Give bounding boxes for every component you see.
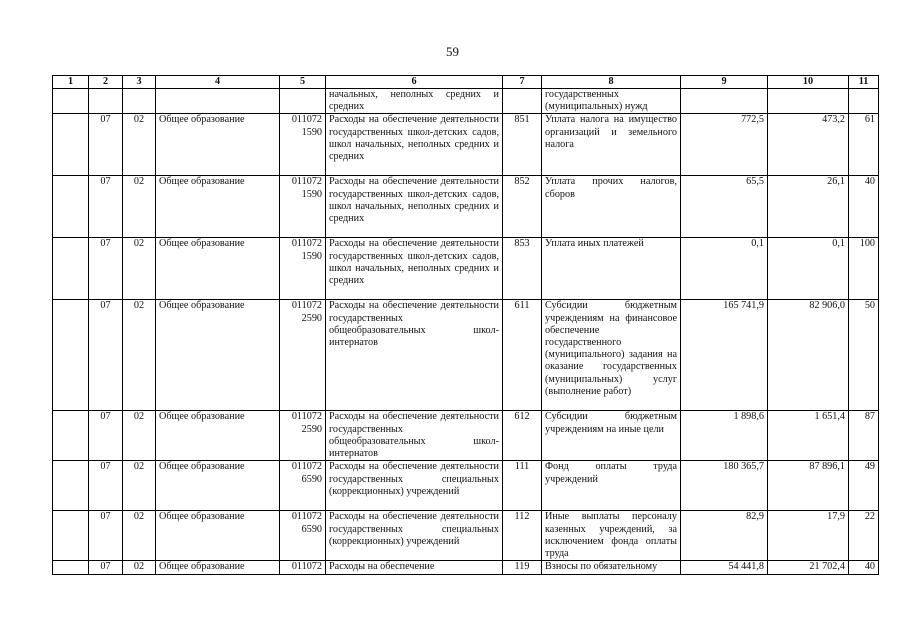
cell-description: Расходы на обеспечение деятельности государственных школ-детских садов, школ начальных, неполных средних и средних: [326, 238, 503, 300]
cell-section: 07: [89, 561, 123, 574]
cell-description: Расходы на обеспечение деятельности государственных школ-детских садов, школ начальных, неполных средних и средних: [326, 176, 503, 238]
cell-name: Общее образование: [156, 561, 280, 574]
cell-percent: 40: [849, 561, 879, 574]
table-row: [53, 461, 879, 511]
cell-name: Общее образование: [156, 461, 280, 511]
cell-section: 07: [89, 461, 123, 511]
col-header-7: 7: [503, 76, 542, 89]
cell-expense-name: Взносы по обязательному: [542, 561, 681, 574]
cell-expense-name: Уплата иных платежей: [542, 238, 681, 300]
cell-name: Общее образование: [156, 411, 280, 461]
cell-expense-type: 612: [503, 411, 542, 461]
cell-target-article: 011072: [280, 561, 326, 574]
cell-amount-fact: 0,1: [768, 238, 849, 300]
cell-amount-fact: 82 906,0: [768, 300, 849, 411]
col-header-9: 9: [681, 76, 768, 89]
cell-1: [53, 176, 89, 238]
cell-expense-type: 112: [503, 511, 542, 561]
cell-amount-fact: 1 651,4: [768, 411, 849, 461]
cell-section: 07: [89, 411, 123, 461]
col-header-1: 1: [53, 76, 89, 89]
cell-percent: 87: [849, 411, 879, 461]
cell-target-article: 011072 6590: [280, 461, 326, 511]
table-row: [53, 89, 879, 114]
cell-description: Расходы на обеспечение деятельности государственных школ-детских садов, школ начальных, неполных средних и средних: [326, 114, 503, 176]
col-header-4: 4: [156, 76, 280, 89]
cell-description: Расходы на обеспечение деятельности государственных специальных (коррекционных) учреждений: [326, 461, 503, 511]
cell-section: 07: [89, 300, 123, 411]
cell-subsection: [123, 89, 156, 114]
cell-description: Расходы на обеспечение деятельности государственных специальных (коррекционных) учреждений: [326, 511, 503, 561]
cell-1: [53, 511, 89, 561]
cell-amount-fact: 26,1: [768, 176, 849, 238]
cell-expense-type: 111: [503, 461, 542, 511]
cell-amount-fact: 21 702,4: [768, 561, 849, 574]
cell-subsection: 02: [123, 511, 156, 561]
cell-name: [156, 89, 280, 114]
col-header-3: 3: [123, 76, 156, 89]
cell-target-article: 011072 1590: [280, 238, 326, 300]
cell-amount-plan: 0,1: [681, 238, 768, 300]
cell-amount-plan: 82,9: [681, 511, 768, 561]
cell-percent: 61: [849, 114, 879, 176]
cell-subsection: 02: [123, 411, 156, 461]
cell-amount-fact: 87 896,1: [768, 461, 849, 511]
cell-section: [89, 89, 123, 114]
cell-subsection: 02: [123, 561, 156, 574]
table-row: [53, 300, 879, 411]
cell-name: Общее образование: [156, 511, 280, 561]
cell-description: Расходы на обеспечение деятельности государственных общеобразовательных школ-интернатов: [326, 300, 503, 411]
cell-amount-plan: [681, 89, 768, 114]
cell-name: Общее образование: [156, 300, 280, 411]
cell-1: [53, 89, 89, 114]
cell-expense-name: Фонд оплаты труда учреждений: [542, 461, 681, 511]
cell-section: 07: [89, 511, 123, 561]
cell-expense-type: 611: [503, 300, 542, 411]
cell-expense-name: Субсидии бюджетным учреждениям на финансовое обеспечение государственного (муниципального) задания на оказание государственных (муниципальных) услуг (выполнение работ): [542, 300, 681, 411]
table-row: [53, 511, 879, 561]
page-number: 59: [446, 44, 459, 59]
table-row: [53, 114, 879, 176]
cell-name: Общее образование: [156, 238, 280, 300]
cell-percent: 49: [849, 461, 879, 511]
cell-target-article: [280, 89, 326, 114]
cell-subsection: 02: [123, 238, 156, 300]
cell-percent: 50: [849, 300, 879, 411]
cell-amount-plan: 1 898,6: [681, 411, 768, 461]
cell-target-article: 011072 2590: [280, 411, 326, 461]
cell-amount-plan: 65,5: [681, 176, 768, 238]
cell-amount-fact: 473,2: [768, 114, 849, 176]
cell-target-article: 011072 1590: [280, 176, 326, 238]
cell-description: Расходы на обеспечение: [326, 561, 503, 574]
table-row: [53, 411, 879, 461]
cell-1: [53, 114, 89, 176]
cell-expense-type: [503, 89, 542, 114]
cell-description: начальных, неполных средних и средних: [326, 89, 503, 114]
table-row: [53, 561, 879, 574]
table-row: [53, 238, 879, 300]
budget-table: [52, 75, 879, 575]
cell-expense-type: 119: [503, 561, 542, 574]
cell-subsection: 02: [123, 300, 156, 411]
cell-subsection: 02: [123, 461, 156, 511]
cell-percent: 100: [849, 238, 879, 300]
cell-section: 07: [89, 238, 123, 300]
cell-1: [53, 561, 89, 574]
cell-name: Общее образование: [156, 176, 280, 238]
cell-target-article: 011072 2590: [280, 300, 326, 411]
cell-section: 07: [89, 114, 123, 176]
cell-expense-name: Субсидии бюджетным учреждениям на иные цели: [542, 411, 681, 461]
cell-1: [53, 300, 89, 411]
cell-expense-type: 853: [503, 238, 542, 300]
cell-expense-name: Иные выплаты персоналу казенных учреждений, за исключением фонда оплаты труда: [542, 511, 681, 561]
cell-expense-name: Уплата налога на имущество организаций и земельного налога: [542, 114, 681, 176]
col-header-10: 10: [768, 76, 849, 89]
cell-amount-fact: [768, 89, 849, 114]
col-header-2: 2: [89, 76, 123, 89]
cell-percent: [849, 89, 879, 114]
col-header-8: 8: [542, 76, 681, 89]
cell-expense-type: 851: [503, 114, 542, 176]
col-header-11: 11: [849, 76, 879, 89]
cell-subsection: 02: [123, 114, 156, 176]
cell-1: [53, 461, 89, 511]
cell-amount-plan: 772,5: [681, 114, 768, 176]
cell-amount-plan: 165 741,9: [681, 300, 768, 411]
cell-amount-plan: 54 441,8: [681, 561, 768, 574]
cell-section: 07: [89, 176, 123, 238]
cell-percent: 40: [849, 176, 879, 238]
cell-subsection: 02: [123, 176, 156, 238]
cell-amount-fact: 17,9: [768, 511, 849, 561]
cell-target-article: 011072 6590: [280, 511, 326, 561]
cell-expense-name: государственных (муниципальных) нужд: [542, 89, 681, 114]
col-header-6: 6: [326, 76, 503, 89]
cell-name: Общее образование: [156, 114, 280, 176]
table-row: [53, 176, 879, 238]
cell-amount-plan: 180 365,7: [681, 461, 768, 511]
cell-1: [53, 411, 89, 461]
cell-target-article: 011072 1590: [280, 114, 326, 176]
cell-expense-name: Уплата прочих налогов, сборов: [542, 176, 681, 238]
cell-percent: 22: [849, 511, 879, 561]
cell-description: Расходы на обеспечение деятельности государственных общеобразовательных школ-интернатов: [326, 411, 503, 461]
cell-expense-type: 852: [503, 176, 542, 238]
col-header-5: 5: [280, 76, 326, 89]
cell-1: [53, 238, 89, 300]
header-row: [53, 76, 879, 89]
